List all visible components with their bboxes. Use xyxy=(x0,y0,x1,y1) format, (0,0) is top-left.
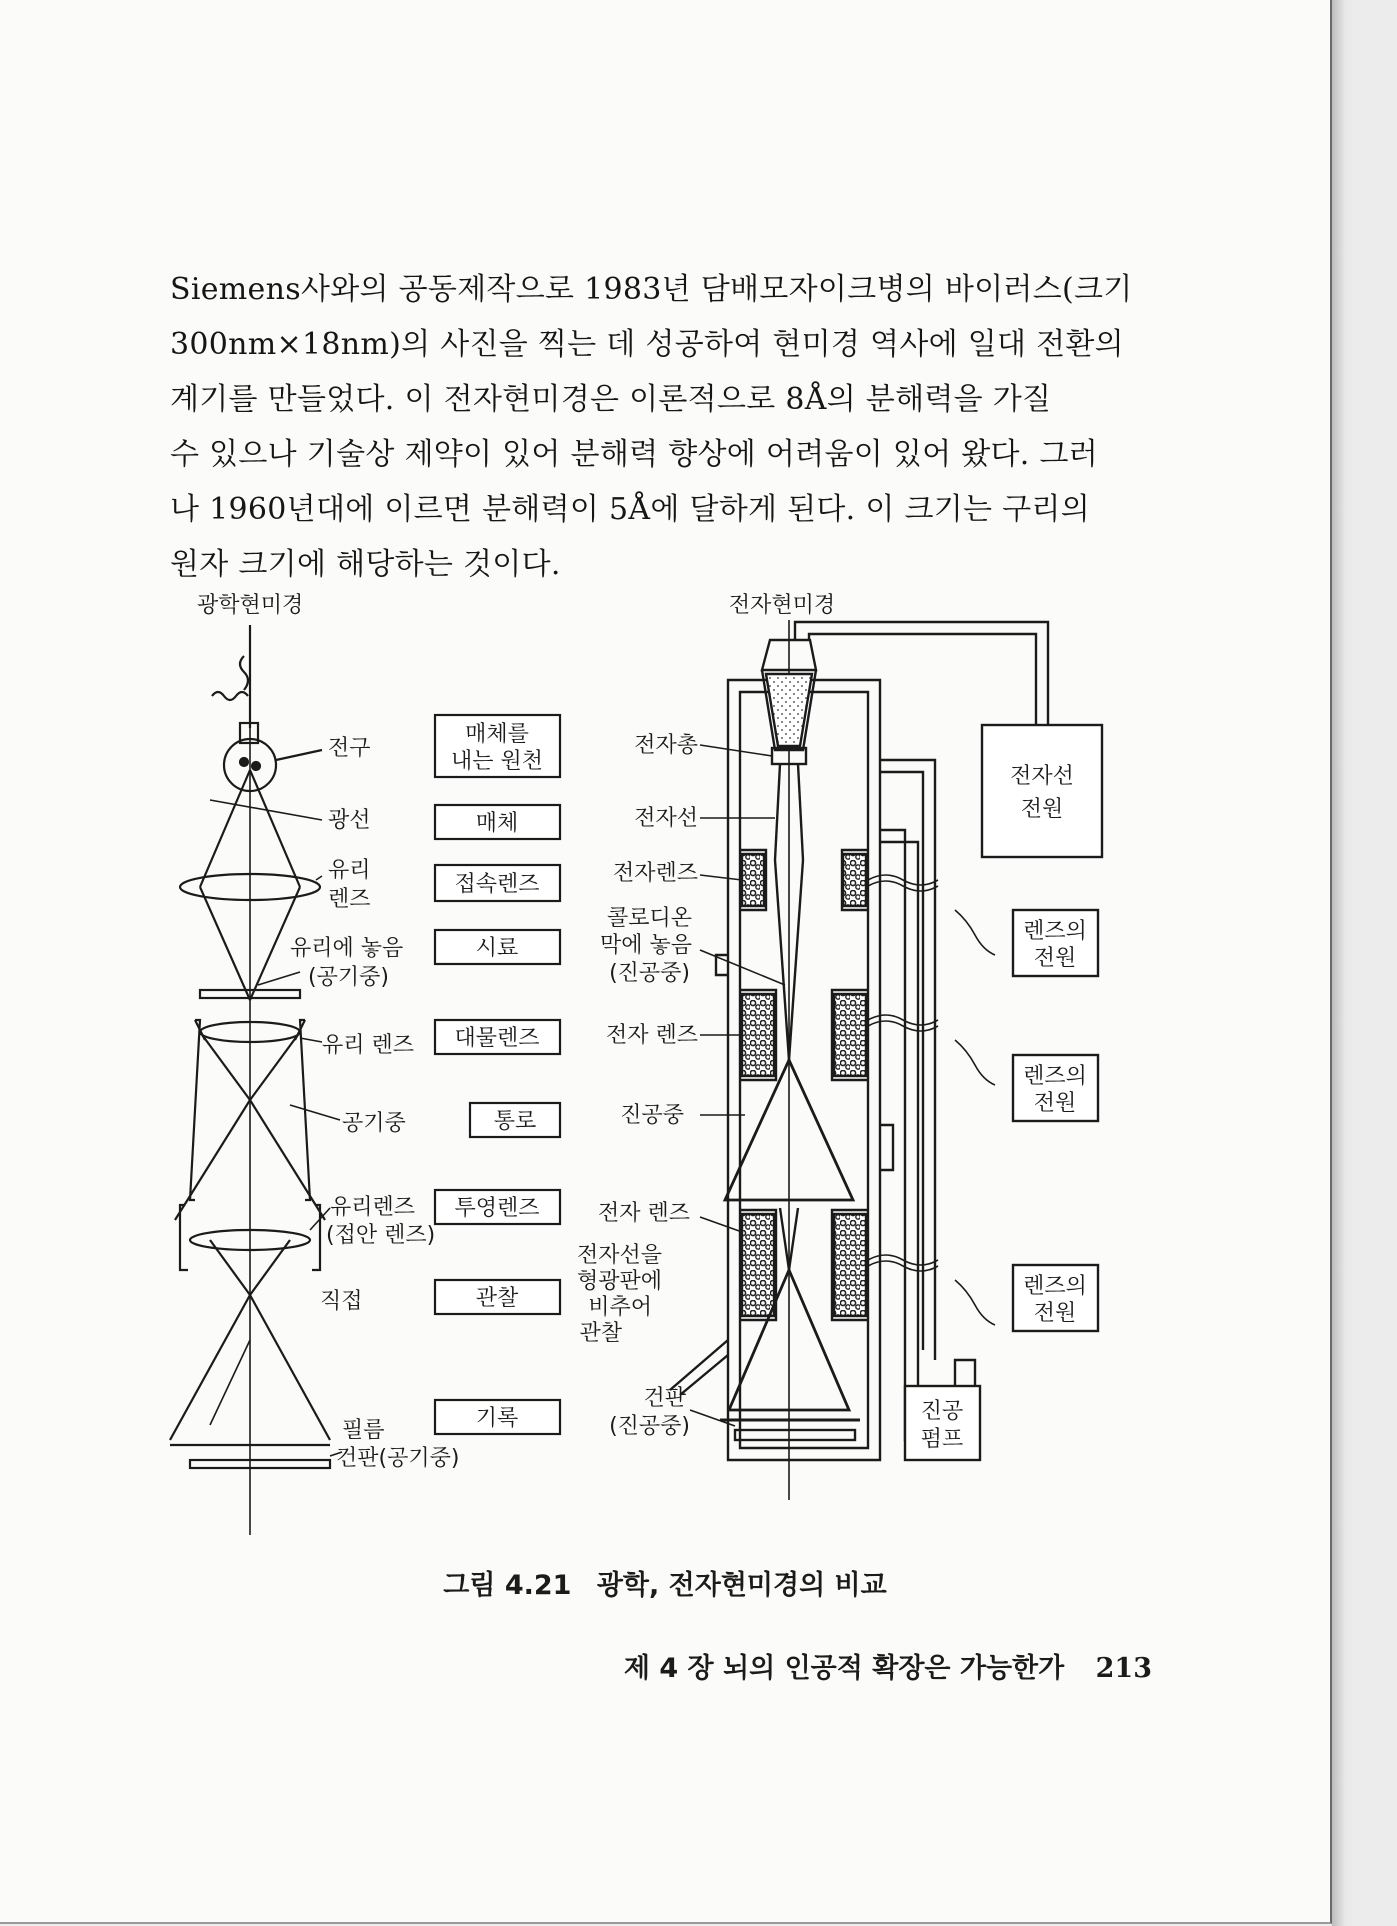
label-screen-b: 형광판에 xyxy=(576,1269,662,1294)
bulb-filament-2 xyxy=(252,762,260,770)
chapter-title: 제 4 장 뇌의 인공적 확장은 가능한가 xyxy=(623,1653,1065,1684)
label-elens1: 전자렌즈 xyxy=(612,861,698,886)
label-ray: 광선 xyxy=(328,808,371,833)
beam-line xyxy=(775,764,780,860)
label-direct: 직접 xyxy=(320,1289,363,1314)
box-projection-label: 투영렌즈 xyxy=(454,1196,540,1221)
page-number: 213 xyxy=(1095,1653,1152,1684)
lens3-power-wire xyxy=(955,1280,995,1325)
box-record-label: 기록 xyxy=(475,1406,519,1431)
lens1-cable xyxy=(868,875,938,891)
optical-labels xyxy=(197,593,459,1471)
lens1-left-coil xyxy=(742,854,764,906)
lens3-leader xyxy=(700,1217,742,1232)
running-footer xyxy=(624,1646,1152,1685)
lens-power-2-a: 렌즈의 xyxy=(1023,1064,1087,1089)
beam-line xyxy=(798,764,803,860)
pump-duct xyxy=(880,830,975,1440)
label-plate-a: 건판 xyxy=(643,1386,686,1411)
figure-number: 그림 4.21 xyxy=(443,1570,572,1601)
body-line: 나 1960년대에 이르면 분해력이 5Å에 달하게 된다. 이 크기는 구리의 xyxy=(170,492,1090,527)
bulb-filament xyxy=(240,758,248,766)
beam-line xyxy=(775,860,782,960)
eyepiece-right xyxy=(312,1205,320,1270)
body-paragraph xyxy=(170,262,1133,592)
label-projection-b: (접안 렌즈) xyxy=(326,1223,436,1248)
box-path-label: 통로 xyxy=(493,1109,537,1134)
label-elens2: 전자 렌즈 xyxy=(605,1023,698,1048)
lens-power-3-b: 전원 xyxy=(1033,1301,1077,1326)
electron-title: 전자현미경 xyxy=(728,593,836,618)
lens2-right-coil xyxy=(834,994,866,1076)
electron-plate xyxy=(735,1430,855,1440)
pump-duct-3 xyxy=(880,772,923,1350)
lens-power-3-a: 렌즈의 xyxy=(1023,1274,1087,1299)
label-collodion-a: 콜로디온 xyxy=(606,906,692,931)
microscope-comparison-figure xyxy=(0,580,1330,1540)
objective-leader xyxy=(300,1038,322,1042)
label-collodion-b: 막에 놓음 xyxy=(599,933,692,958)
hv-label-a: 전자선 xyxy=(1010,764,1074,789)
ray-line xyxy=(200,887,250,1000)
lens-power-2-b: 전원 xyxy=(1033,1091,1077,1116)
body-line: 계기를 만들었다. 이 전자현미경은 이론적으로 8Å의 분해력을 가질 xyxy=(170,382,1052,417)
beam-line xyxy=(782,960,789,1060)
hv-label-b: 전원 xyxy=(1020,797,1064,822)
label-film: 필름 xyxy=(342,1418,385,1443)
box-specimen-label: 시료 xyxy=(475,936,519,961)
lens1-power-wire xyxy=(955,910,995,955)
eyepiece-left xyxy=(180,1205,188,1270)
lens1-right-coil xyxy=(843,854,866,906)
hv-cable xyxy=(795,622,1048,725)
optical-microscope-diagram xyxy=(170,625,342,1535)
direct-ray xyxy=(210,1340,250,1425)
label-vacuum: 진공중 xyxy=(620,1103,684,1128)
label-projection-a: 유리렌즈 xyxy=(330,1195,416,1220)
ray-line xyxy=(175,1100,250,1220)
label-bulb: 전구 xyxy=(328,736,371,761)
optical-title: 광학현미경 xyxy=(197,593,304,618)
label-elens3: 전자 렌즈 xyxy=(597,1201,690,1226)
beam-line xyxy=(796,860,803,960)
label-gun: 전자총 xyxy=(634,733,698,758)
body-line: Siemens사와의 공동제작으로 1983년 담배모자이크병의 바이러스(크기 xyxy=(170,272,1133,307)
air-leader xyxy=(290,1105,340,1120)
label-slide-a: 유리에 놓음 xyxy=(290,936,404,961)
lens2-power-wire xyxy=(955,1040,995,1085)
label-lens1-b: 렌즈 xyxy=(328,887,371,912)
label-collodion-c: (진공중) xyxy=(609,961,690,986)
label-beam: 전자선 xyxy=(634,806,698,831)
box-medium-label: 매체 xyxy=(475,811,519,836)
label-plate-b: (진공중) xyxy=(609,1414,690,1439)
bulb-wire xyxy=(212,692,248,700)
body-line: 원자 크기에 해당하는 것이다. xyxy=(170,547,561,582)
figure-caption xyxy=(0,1563,1330,1602)
comparison-boxes xyxy=(435,715,560,1434)
label-screen-d: 관찰 xyxy=(579,1321,622,1346)
label-screen-c: 비추어 xyxy=(588,1295,652,1320)
ray-line xyxy=(170,1295,250,1440)
label-slide-b: (공기중) xyxy=(308,965,389,990)
bulb-leader xyxy=(276,750,322,760)
label-air: 공기중 xyxy=(342,1111,406,1136)
lens-power-1-b: 전원 xyxy=(1033,946,1077,971)
slide-leader xyxy=(258,972,300,985)
pump-label-b: 펌프 xyxy=(920,1427,964,1452)
box-hv-supply xyxy=(982,725,1102,857)
ray-line xyxy=(210,1240,250,1295)
box-condenser-label: 접속렌즈 xyxy=(454,872,540,897)
body-line: 수 있으나 기술상 제약이 있어 분해력 향상에 어려움이 있어 왔다. 그러 xyxy=(170,437,1099,472)
lens2-cable xyxy=(868,1015,938,1031)
lens-leader xyxy=(316,876,322,880)
lens2-left-coil xyxy=(742,994,774,1076)
gun-leader xyxy=(700,745,772,756)
label-screen-a: 전자선을 xyxy=(576,1243,662,1268)
box-observe-label: 관찰 xyxy=(475,1286,519,1311)
ray-line xyxy=(250,1240,290,1295)
tube-left xyxy=(190,1020,200,1200)
body-line: 300nm×18nm)의 사진을 찍는 데 성공하여 현미경 역사에 일대 전환의 xyxy=(170,327,1124,362)
box-source-a: 매체를 xyxy=(465,722,529,747)
beam-line xyxy=(780,1208,789,1270)
ray-line xyxy=(250,770,300,887)
beam-line xyxy=(789,960,796,1060)
figure-svg xyxy=(0,580,1330,1540)
ray-line xyxy=(250,1295,330,1440)
pump-label-a: 진공 xyxy=(920,1399,964,1424)
ray-line xyxy=(250,1100,325,1220)
lens3-right-coil xyxy=(834,1214,866,1316)
label-objective: 유리 렌즈 xyxy=(322,1033,415,1058)
label-plate: 건판(공기중) xyxy=(336,1446,460,1471)
lens-power-1-a: 렌즈의 xyxy=(1023,919,1087,944)
beam-line xyxy=(789,1208,798,1270)
ray-line xyxy=(200,770,250,887)
lens3-cable xyxy=(868,1255,938,1271)
page-edge-shadow xyxy=(1332,0,1354,1926)
box-source-b: 내는 원천 xyxy=(450,749,544,774)
photo-plate xyxy=(190,1460,330,1468)
bulb-wire-2 xyxy=(240,656,248,690)
lens3-left-coil xyxy=(742,1214,774,1316)
label-lens1-a: 유리 xyxy=(328,858,371,883)
figure-title: 광학, 전자현미경의 비교 xyxy=(596,1570,887,1601)
collodion-leader xyxy=(700,950,785,985)
ray-leader xyxy=(210,800,322,820)
lens1-leader xyxy=(700,875,742,880)
box-objective-label: 대물렌즈 xyxy=(454,1026,540,1051)
pump-duct-branch xyxy=(880,1125,893,1170)
